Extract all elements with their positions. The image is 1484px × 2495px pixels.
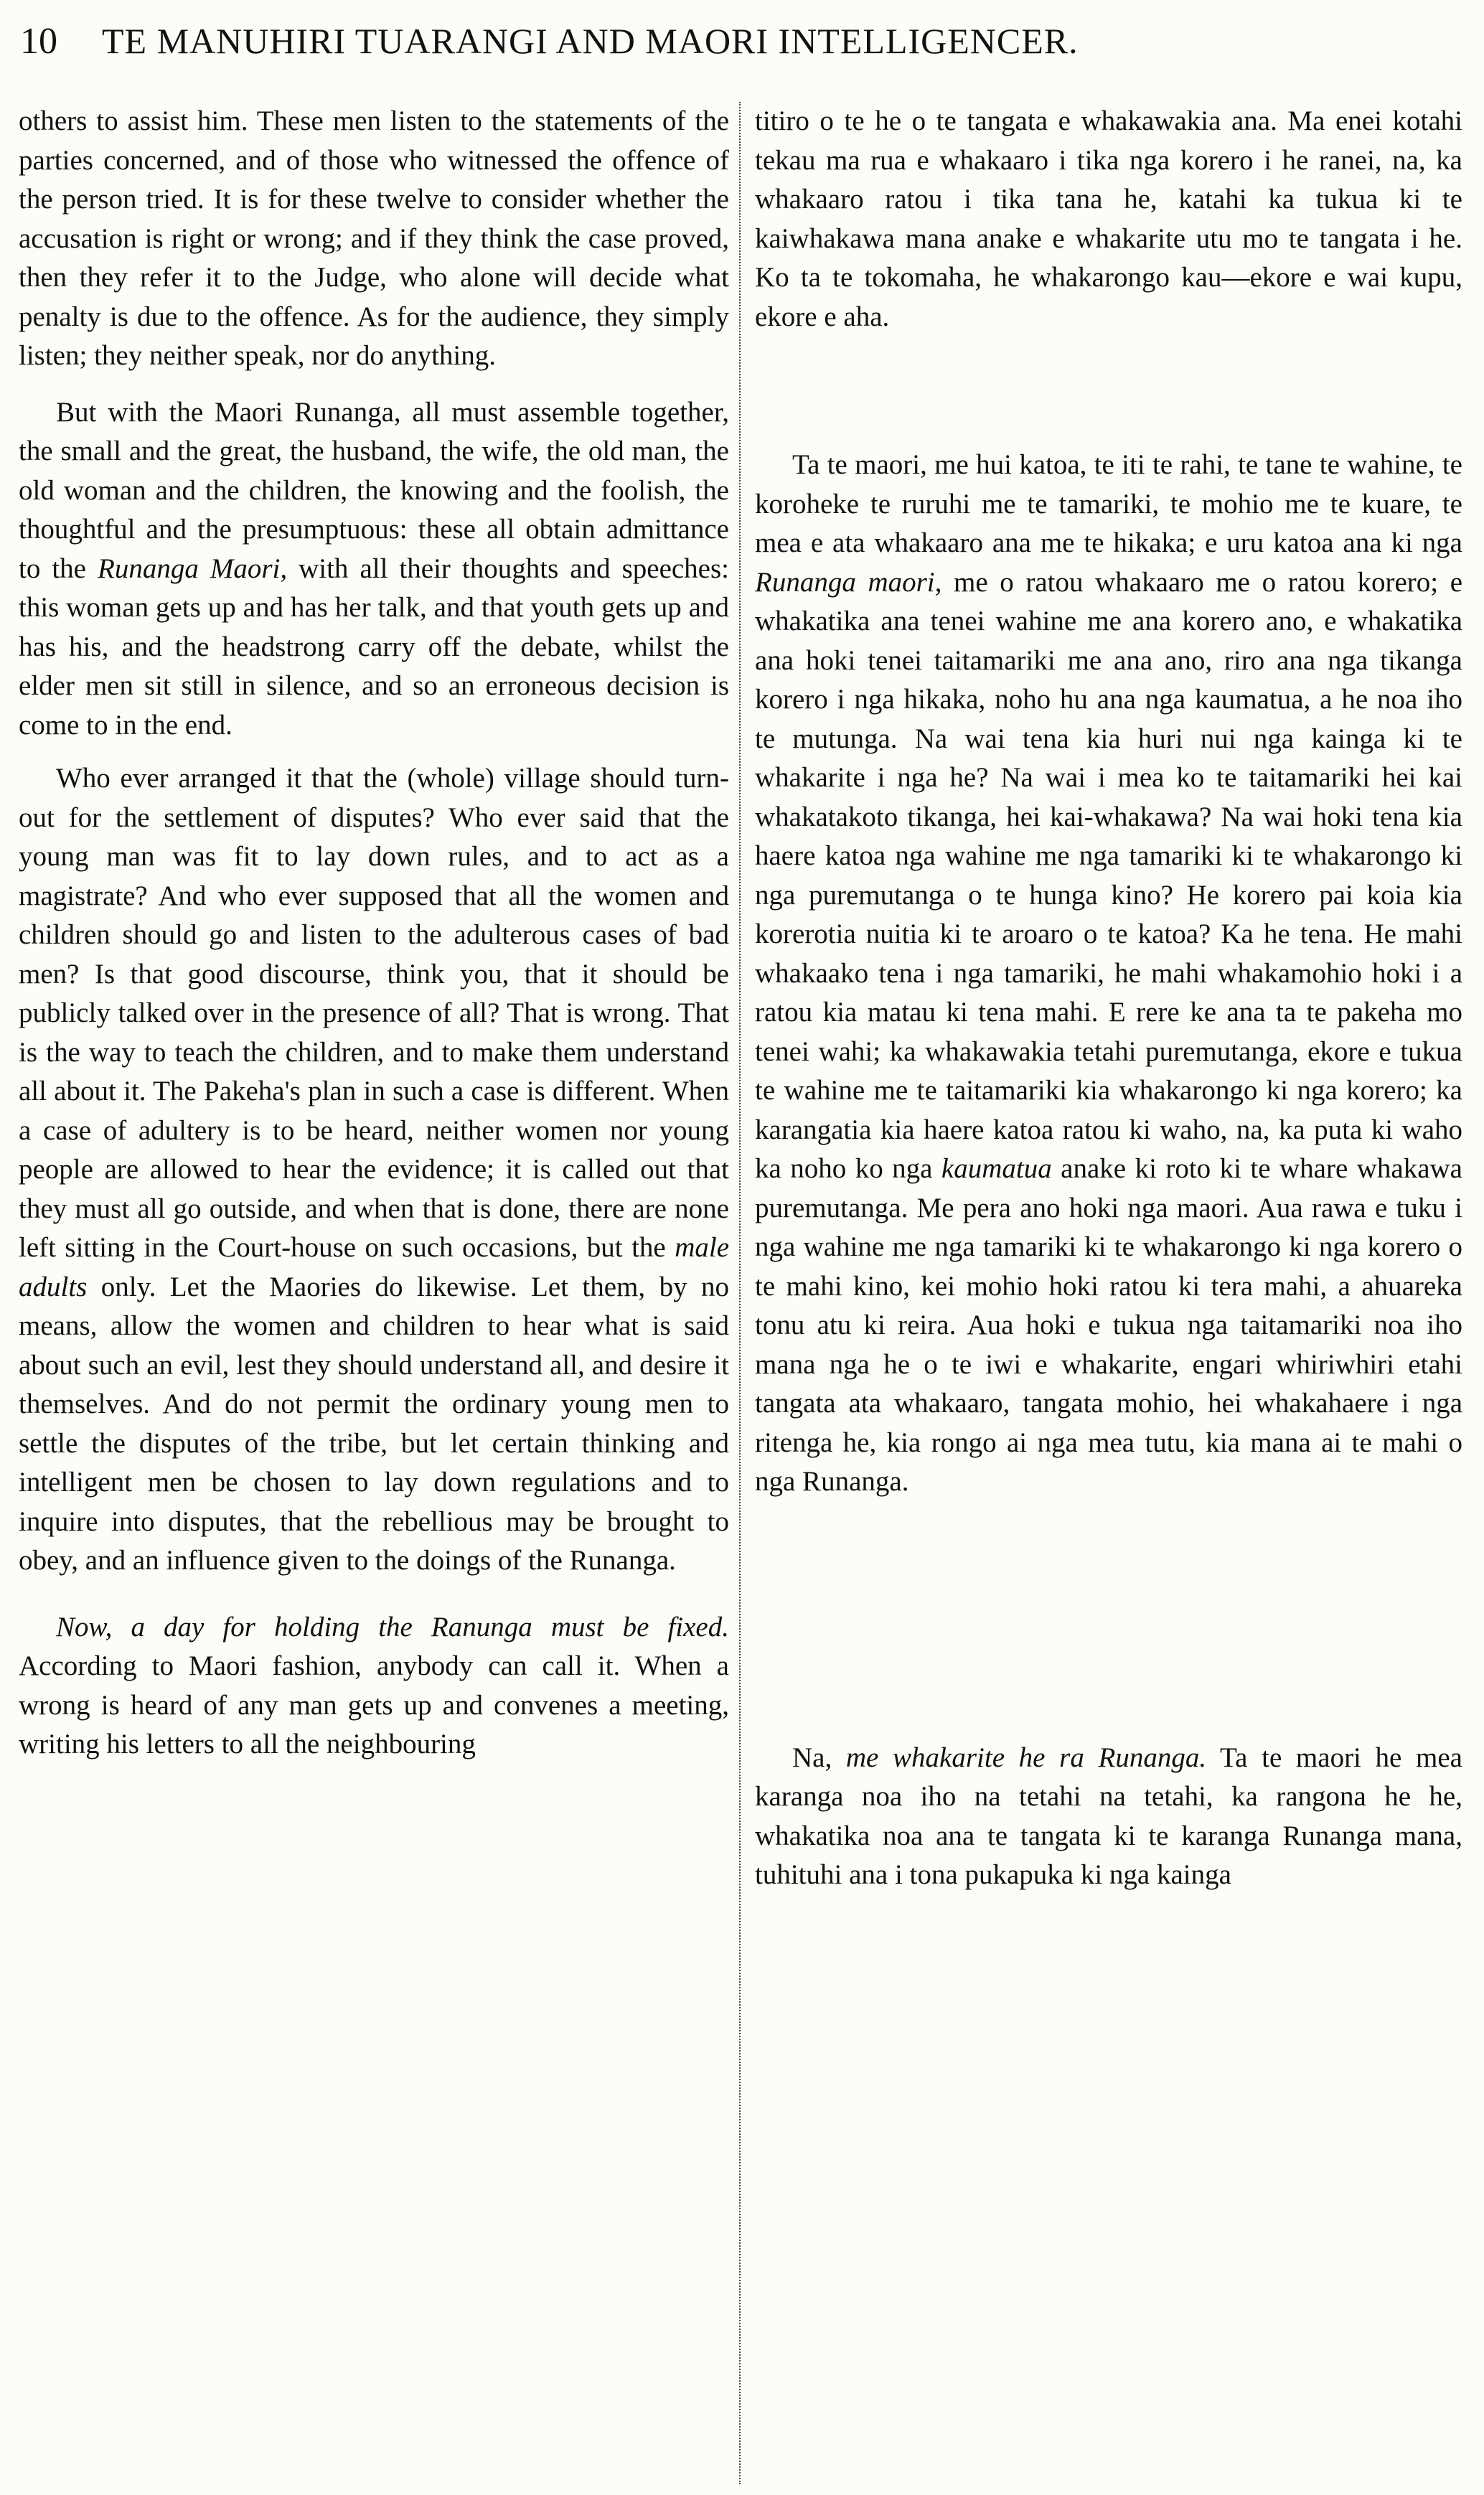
page-number: 10 — [20, 21, 57, 62]
italic-day-fixed: Now, a day for holding the Ranunga must be fixed. — [56, 1611, 729, 1643]
maori-paragraph-3: Na, me whakarite he ra Runanga. Ta te maori he mea karanga noa iho na tetahi na tetahi, ka rangona he he, whakatika noa ana te tangata ki te karanga Runanga mana, tuhituhi ana i tona pukapuka ki nga kainga — [755, 1742, 1462, 1890]
italic-whakarite-ra: me whakarite he ra Runanga. — [845, 1742, 1207, 1773]
column-divider — [739, 102, 742, 2484]
english-paragraph-2: But with the Maori Runanga, all must assemble together, the small and the great, the husband, the wife, the old man, the old woman and the children, the knowing and the foolish, the thoughtful and the presumptuous: these all obtain admittance to the Runanga Maori, with all their thoughts and speeches: this woman gets up and has her talk, and that youth gets up and has his, and the headstrong carry off the debate, whilst the elder men sit still in silence, and so an erroneous decision is come to in the end. — [19, 396, 729, 741]
italic-runanga-maori: Runanga Maori, — [98, 553, 288, 584]
english-paragraph-4: Now, a day for holding the Ranunga must be fixed. According to Maori fashion, anybody can call it. When a wrong is heard of any man gets up and convenes a meeting, writing his letters to all the neighbouring — [19, 1611, 729, 1759]
running-title: TE MANUHIRI TUARANGI AND MAORI INTELLIGENCER. — [102, 21, 1079, 61]
maori-paragraph-1: titiro o te he o te tangata e whakawakia ana. Ma enei kotahi tekau ma rua e whakaaro i tika nga korero i he ranei, na, ka whakaaro ratou i tika tana he, katahi ka tukua ki te kaiwhakawa mana anake e whakarite utu mo te tangata i he. Ko ta te tokomaha, he whakarongo kau—ekore e wai kupu, ekore e aha. — [755, 105, 1462, 332]
page-header — [20, 20, 1462, 77]
italic-male-adults: male adults — [19, 1232, 729, 1302]
italic-kaumatua: kaumatua — [941, 1153, 1052, 1184]
maori-paragraph-2: Ta te maori, me hui katoa, te iti te rahi, te tane te wahine, te koroheke te ruruhi me te tamariki, te mohio me te kuare, te mea e ata whakaaro ana me te hikaka; e uru katoa ana ki nga Runanga maori, me o ratou whakaaro me o ratou korero; e whakatika ana tenei wahine me ana korero ano, e whakatika ana hoki tenei taitamariki me ana ano, riro ana nga tikanga korero i nga hikaka, noho hu ana nga kaumatua, a he noa iho te mutunga. Na wai tena kia huri nui nga kainga ki te whakarite i nga he? Na wai i mea ko te taitamariki hei kai whakatakoto tikanga, hei kai-whakawa? Na wai hoki tena kia haere katoa nga wahine me nga tamariki ki te whakarongo ki nga puremutanga o te hunga kino? He korero pai koia kia korerotia nuitia ki te aroaro o te katoa? Ka he tena. He mahi whakaako tena i nga tamariki, he mahi whakamohio hoki i a ratou kia matau ki tena mahi. E rere ke ana ta te pakeha mo tenei wahi; ka whakawakia tetahi puremutanga, ekore e tukua te wahine me te taitamariki kia whakarongo ki nga korero; ka karangatia kia haere katoa ratou ki waho, na, ka puta ki waho ka noho ko nga kaumatua anake ki roto ki te whare whakawa puremutanga. Me pera ano hoki nga maori. Aua rawa e tuku i nga wahine me nga tamariki ki te whakarongo ki nga korero o te mahi kino, kei mohio hoki ratou ki tera mahi, a ahuareka tonu atu ki reira. Aua hoki e tukua nga taitamariki noa iho mana nga he o te iwi e whakarite, engari whiriwhiri etahi tangata ata whakaaro, tangata mohio, hei whakahaere i nga ritenga he, kia rongo ai nga mea tutu, kia mana ai te mahi o nga Runanga. — [755, 449, 1462, 1497]
english-column — [19, 102, 729, 2470]
maori-column — [755, 102, 1462, 2470]
italic-runanga-maori-mi: Runanga maori, — [755, 566, 942, 598]
english-paragraph-3: Who ever arranged it that the (whole) village should turn-out for the settlement of disputes? Who ever said that the young man was fit to lay down rules, and to act as a magistrate? And who ever supposed that all the women and children should go and listen to the adulterous cases of bad men? Is that good discourse, think you, that it should be publicly talked over in the presence of all? That is wrong. That is the way to teach the children, and to make them understand all about it. The Pakeha's plan in such a case is different. When a case of adultery is to be heard, neither women nor young people are allowed to hear the evidence; it is called out that they must all go outside, and when that is done, there are none left sitting in the Court-house on such occasions, but the male adults only. Let the Maories do likewise. Let them, by no means, allow the women and children to hear what is said about such an evil, lest they should understand all, and desire it themselves. And do not permit the ordinary young men to settle the disputes of the tribe, but let certain thinking and intelligent men be chosen to lay down regulations and to inquire into disputes, that the rebellious may be brought to obey, and an influence given to the doings of the Runanga. — [19, 763, 729, 1576]
english-paragraph-1: others to assist him. These men listen to the statements of the parties concerned, and of those who witnessed the offence of the person tried. It is for these twelve to consider whether the accusation is right or wrong; and if they think the case proved, then they refer it to the Judge, who alone will decide what penalty is due to the offence. As for the audience, they simply listen; they neither speak, nor do anything. — [19, 105, 729, 371]
